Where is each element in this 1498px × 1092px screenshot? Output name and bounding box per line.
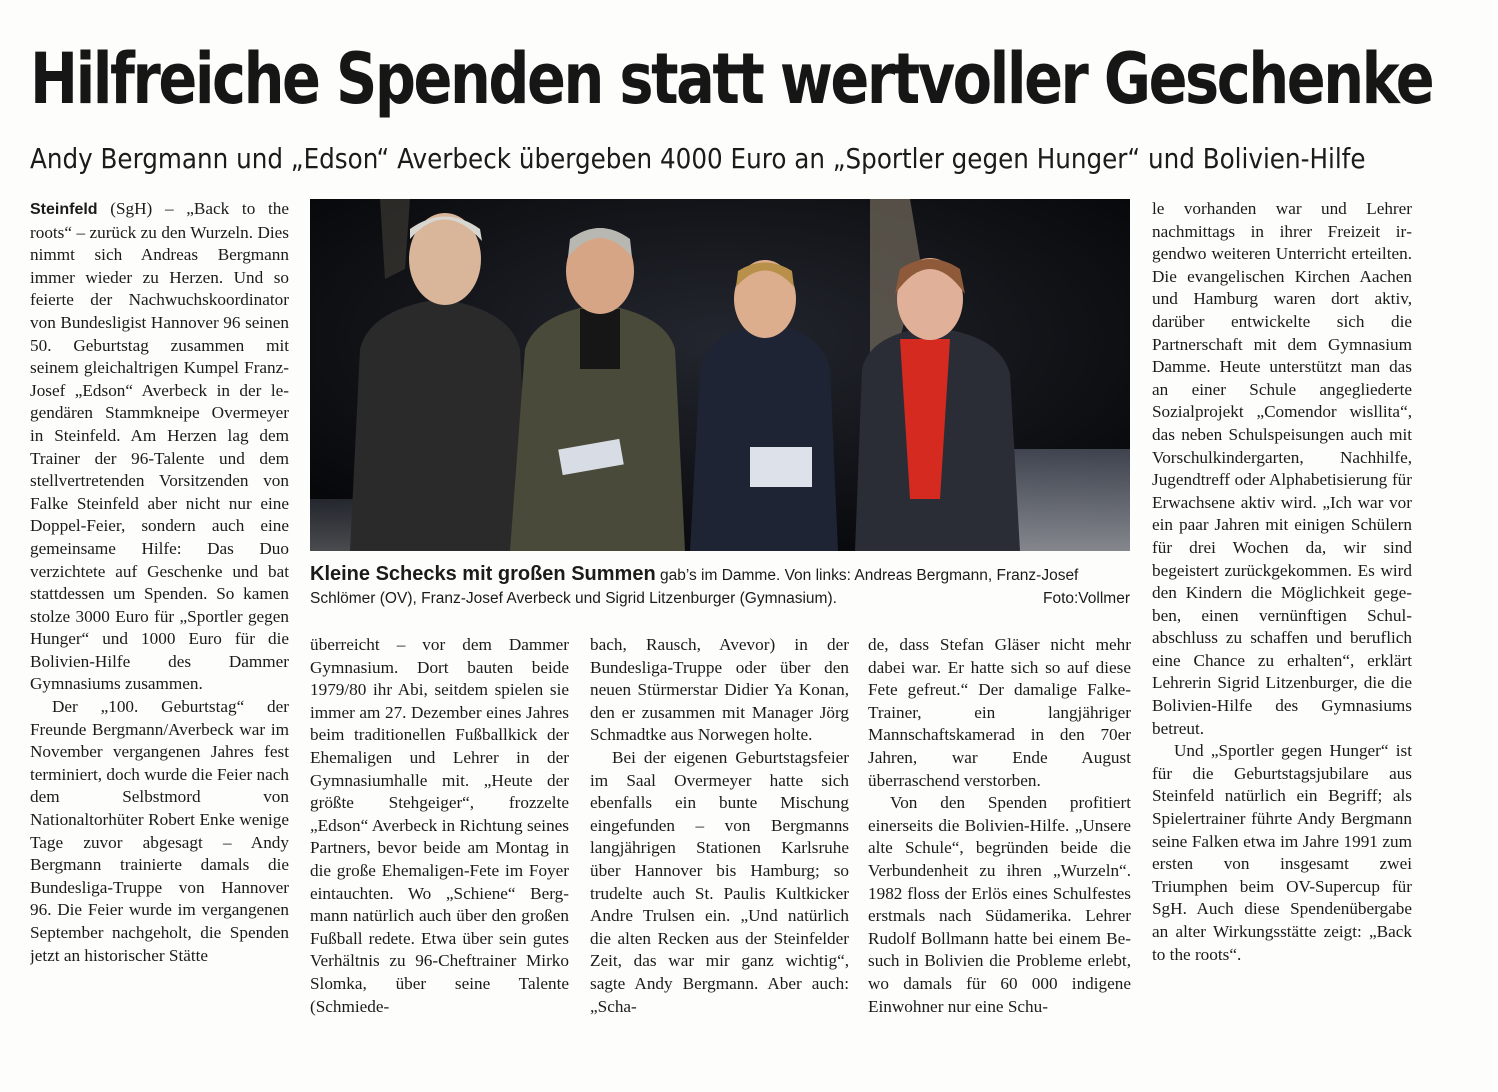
article-column-3 (590, 634, 849, 1068)
paragraph-text: (SgH) – „Back to the roots“ – zurück zu den Wurzeln. Dies nimmt sich Andreas Bergmann immer wieder zu Herzen. Und so feierte der Nachwuchskoordinator von Bundesligist Hannover 96 seinen 50. Geburtstag zusammen mit seinem gleichaltrigen Kumpel Franz-Josef „Edson“ Averbeck in der legendären Stammkneipe Overmeyer in Steinfeld. Am Herzen lag dem Trainer der 96-Talente und dem stellvertretenden Vorsitzenden von Falke Steinfeld aber nicht nur eine Doppel-Feier, sondern auch eine gemeinsame Hilfe: Das Duo verzichtete auf Geschenke und bat stattdessen um Spenden. So kamen stolze 3000 Euro für „Sportler gegen Hunger“ und 1000 Euro für die Bolivien-Hilfe des Dammer Gymnasiums zusammen. (30, 199, 289, 694)
paragraph: Der „100. Geburtstag“ der Freunde Bergmann/Averbeck war im November vergangenen Jahres fest terminiert, doch wurde die Feier nach dem Selbstmord von Nationaltorhüter Robert Enke wenige Tage zuvor abgesagt – Andy Bergmann trainierte damals die Bundesliga-Truppe von Hannover 96. Die Feier wurde im vergangenen September nachgeholt, die Spenden jetzt an historischer Stätte (30, 697, 289, 965)
paragraph: Und „Sportler gegen Hunger“ ist für die Geburtstagsjubilare aus Steinfeld natürlich ein Begriff; als Spielertrainer führte Andy Bergmann seine Falken etwa im Jahre 1991 zum ersten von insgesamt zwei Triumphen beim OV-Supercup für SgH. Auch diese Spendenübergabe an alter Wirkungsstätte zeigt: „Back to the roots“. (1152, 741, 1412, 964)
paragraph: de, dass Stefan Gläser nicht mehr dabei war. Er hatte sich so auf diese Fete gefreut.“ Der damalige Falke-Trainer, ein langjähriger Mannschaftskamerad in den 70er Jahren, war Ende August überraschend verstorben. (868, 635, 1131, 790)
photo-caption (310, 563, 1130, 619)
article-column-5 (1152, 198, 1412, 1068)
subheadline: Andy Bergmann und „Edson“ Averbeck übergeben 4000 Euro an „Sportler gegen Hunger“ und Bolivien-Hilfe (30, 142, 1366, 175)
paragraph: le vorhanden war und Lehrer nachmittags in ihrer Freizeit irgendwo weiteren Unterricht erteilten. Die evangelischen Kirchen Aachen und Hamburg waren dort aktiv, darüber entwickelte sich die Partnerschaft mit dem Gymnasium Damme. Heute unterstützt man das an einer Schule angegliederte Sozialprojekt „Comendor wisllita“, das neben Schulspeisungen auch mit Vorschulkindergarten, Nachhilfe, Jugendtreff oder Alphabetisierung für Erwachsene aktiv wird. „Ich war vor ein paar Jahren mit einigen Schülern für drei Wochen da, wir sind begeistert zurückgekommen. Es wird den Kindern die Möglichkeit gegeben, einen vernünftigen Schulabschluss zu schaffen und beruflich eine Chance zu erhalten“, erklärt Lehrerin Sigrid Litzenburger, die die Bolivien-Hilfe des Gymnasiums betreut. (1152, 199, 1412, 738)
paragraph: überreicht – vor dem Dammer Gymnasium. Dort bauten beide 1979/80 ihr Abi, seitdem spielen sie immer am 27. Dezember eines Jahres beim traditionellen Fußballkick der Ehemaligen und Lehrer in der Gymnasiumhalle mit. „Heute der größte Stehgeiger“, frozzelte „Edson“ Averbeck in Richtung seines Partners, bevor beide am Montag in die große Ehemaligen-Fete im Foyer eintauchten. Wo „Schiene“ Bergmann natürlich auch über den großen Fußball redete. Etwa über sein gutes Verhältnis zu 96-Cheftrainer Mirko Slomka, über seine Talente (Schmiede- (310, 635, 569, 1016)
caption-title: Kleine Schecks mit großen Summen (310, 563, 656, 585)
paragraph: Bei der eigenen Geburtstagsfeier im Saal Overmeyer hatte sich ebenfalls ein bunte Mischung eingefunden – von Bergmanns langjährigen Stationen Karlsruhe über Hannover bis Hamburg; so trudelte auch St. Paulis Kultkicker Andre Trulsen ein. „Und natürlich die alten Recken aus der Steinfelder Zeit, das war mir ganz wichtig“, sagte Andy Bergmann. Aber auch: „Scha- (590, 747, 849, 1016)
photo-credit: Foto:Vollmer (1042, 590, 1130, 607)
paragraph: Von den Spenden profitiert einerseits die Bolivien-Hilfe. „Unsere alte Schule“, begründen beide die Verbundenheit zu ihren „Wurzeln“. 1982 floss der Erlös eines Schulfestes erstmals nach Südamerika. Lehrer Rudolf Bollmann hatte bei einem Besuch in Bolivien die Probleme erlebt, wo damals für 60 000 indigene Einwohner nur eine Schu- (868, 793, 1131, 1016)
article-column-4 (868, 634, 1131, 1068)
photo-illustration (310, 199, 1130, 551)
article-photo (310, 199, 1130, 551)
paragraph: bach, Rausch, Avevor) in der Bundesliga-Truppe oder über den neuen Stürmerstar Didier Ya Konan, den er zusammen mit Manager Jörg Schmadtke aus Norwegen holte. (590, 635, 849, 745)
article-column-2 (310, 634, 569, 1068)
headline: Hilfreiche Spenden statt wertvoller Geschenke (30, 38, 1433, 120)
article-column-1 (30, 198, 289, 1068)
paragraph (30, 198, 289, 696)
dateline: Steinfeld (30, 201, 98, 218)
caption-text: gab’s im Damme. Von links: Andreas Bergmann, Franz-Josef Schlömer (OV), Franz-Josef Averbeck und Sigrid Litzenburger (Gymnasium). (310, 567, 1079, 607)
